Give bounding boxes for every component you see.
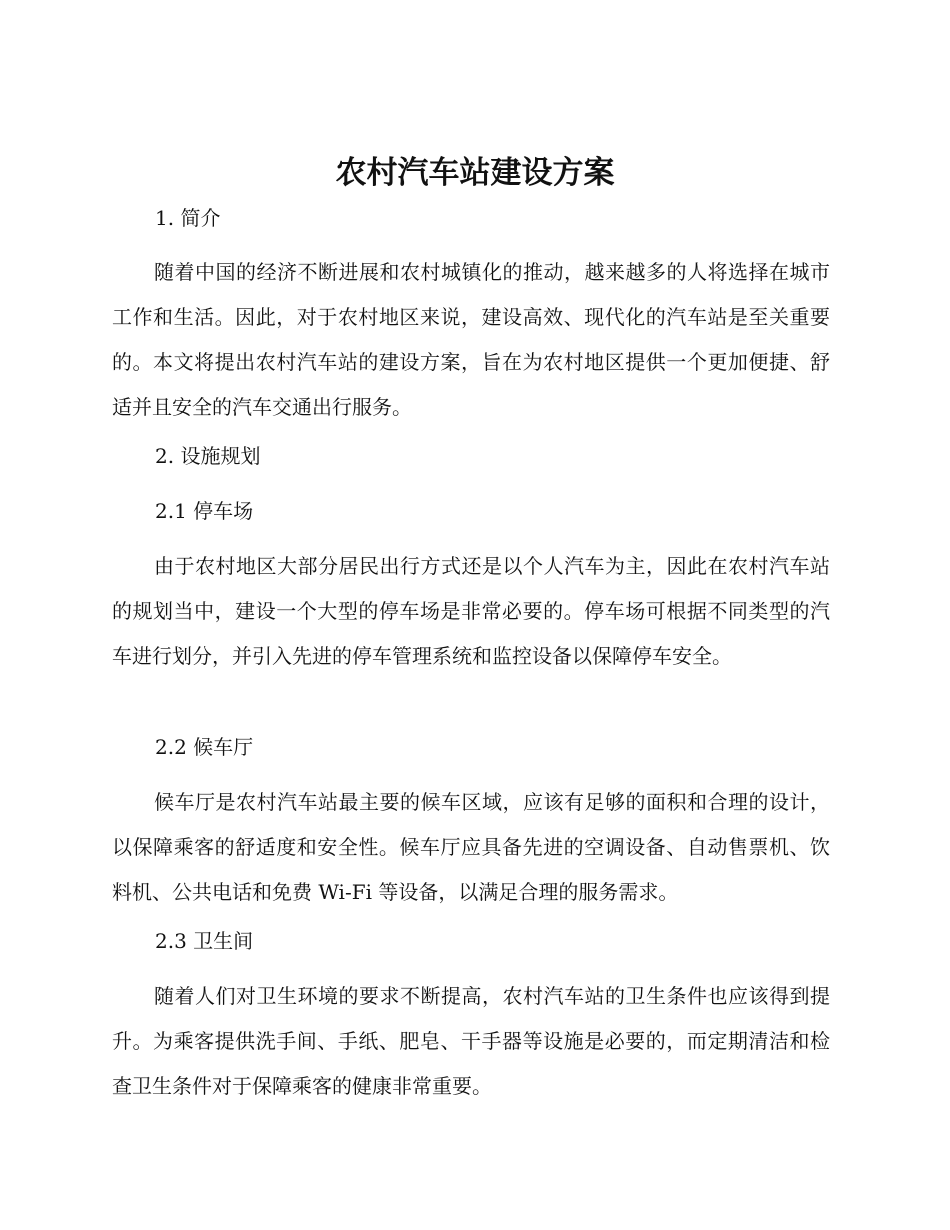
- section-heading-waiting-hall: 2.2 候车厅: [155, 735, 254, 759]
- paragraph-restroom: 随着人们对卫生环境的要求不断提高，农村汽车站的卫生条件也应该得到提升。为乘客提供洗手间、手纸、肥皂、干手器等设施是必要的，而定期清洁和检查卫生条件对于保障乘客的健康非常重要。: [112, 984, 830, 1098]
- paragraph-parking: 由于农村地区大部分居民出行方式还是以个人汽车为主，因此在农村汽车站的规划当中，建设一个大型的停车场是非常必要的。停车场可根据不同类型的汽车进行划分，并引入先进的停车管理系统和监控设备以保障停车安全。: [112, 554, 830, 668]
- section-heading-intro: 1. 简介: [155, 206, 221, 230]
- section-heading-restroom: 2.3 卫生间: [155, 929, 254, 953]
- section-heading-facility-planning: 2. 设施规划: [155, 444, 261, 468]
- section-heading-parking: 2.1 停车场: [155, 499, 254, 523]
- paragraph-waiting-hall: 候车厅是农村汽车站最主要的候车区域，应该有足够的面积和合理的设计，以保障乘客的舒适度和安全性。候车厅应具备先进的空调设备、自动售票机、饮料机、公共电话和免费 Wi-Fi 等设备，以满足合理的服务需求。: [112, 790, 830, 904]
- page-title: 农村汽车站建设方案: [335, 155, 615, 191]
- paragraph-intro: 随着中国的经济不断进展和农村城镇化的推动，越来越多的人将选择在城市工作和生活。因此，对于农村地区来说，建设高效、现代化的汽车站是至关重要的。本文将提出农村汽车站的建设方案，旨在为农村地区提供一个更加便捷、舒适并且安全的汽车交通出行服务。: [112, 260, 830, 419]
